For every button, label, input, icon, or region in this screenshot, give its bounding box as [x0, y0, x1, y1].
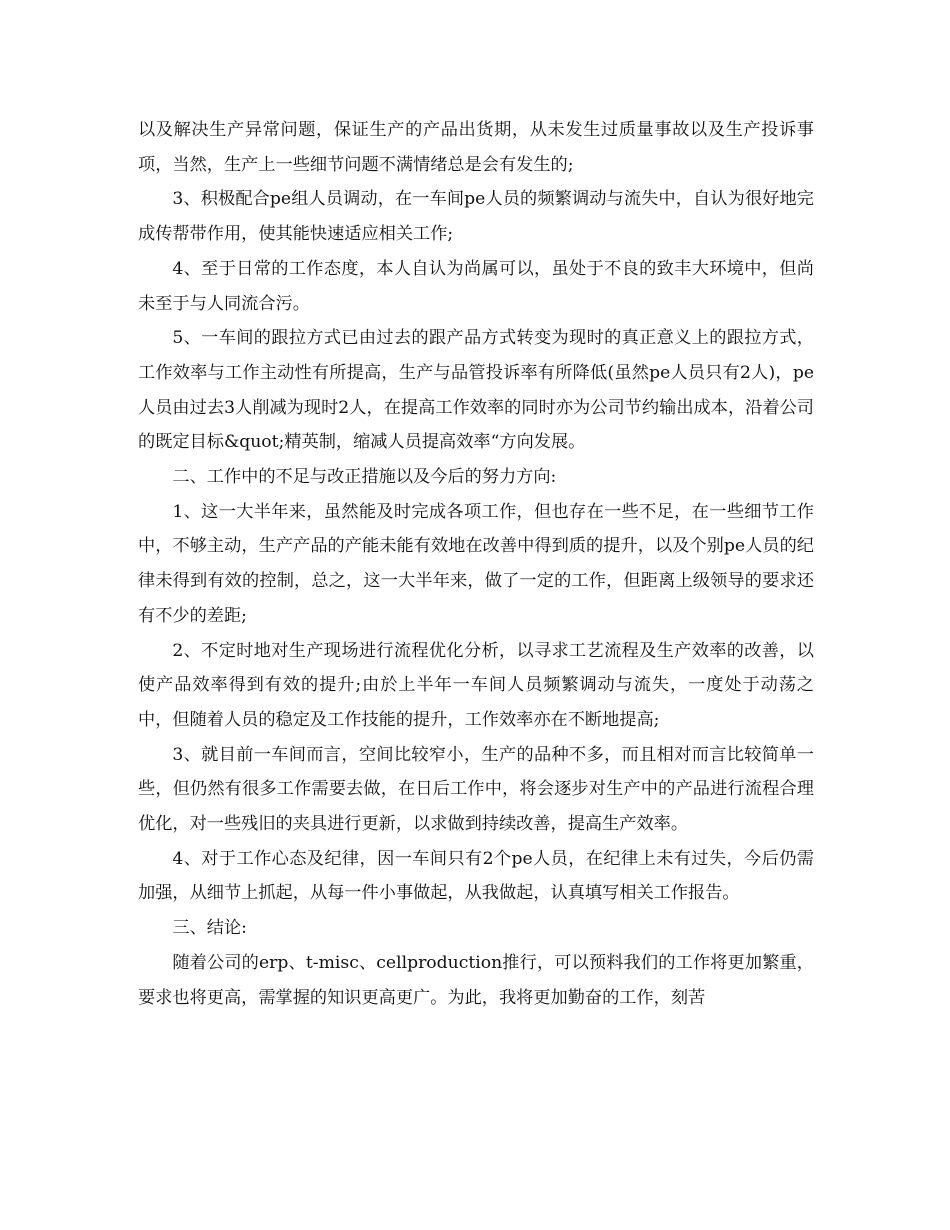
- section-heading-2: 二、工作中的不足与改正措施以及今后的努力方向:: [172, 467, 557, 488]
- paragraph-item-4: 4、至于日常的工作态度，本人自认为尚属可以，虽处于不良的致丰大环境中，但尚未至于与人同流合污。: [138, 258, 814, 314]
- paragraph-shortcoming-2: 2、不定时地对生产现场进行流程优化分析，以寻求工艺流程及生产效率的改善，以使产品效率得到有效的提升;由於上半年一车间人员频繁调动与流失，一度处于动荡之中，但随着人员的稳定及工作技能的提升，工作效率亦在不断地提高;: [138, 640, 814, 730]
- paragraph-shortcoming-1: 1、这一大半年来，虽然能及时完成各项工作，但也存在一些不足，在一些细节工作中，不够主动，生产产品的产能未能有效地在改善中得到质的提升，以及个别pe人员的纪律未得到有效的控制，总之，这一大半年来，做了一定的工作，但距离上级领导的要求还有不少的差距;: [138, 501, 814, 626]
- document-body: [138, 113, 814, 1015]
- section-heading-3: 三、结论:: [172, 918, 247, 939]
- paragraph-conclusion: 随着公司的erp、t-misc、cellproduction推行，可以预料我们的工作将更加繁重，要求也将更高，需掌握的知识更高更广。为此，我将更加勤奋的工作，刻苦: [138, 952, 814, 1008]
- paragraph-item-3: 3、积极配合pe组人员调动，在一车间pe人员的频繁调动与流失中，自认为很好地完成传帮带作用，使其能快速适应相关工作;: [138, 189, 814, 245]
- paragraph-item-5: 5、一车间的跟拉方式已由过去的跟产品方式转变为现时的真正意义上的跟拉方式，工作效率与工作主动性有所提高，生产与品管投诉率有所降低(虽然pe人员只有2人)，pe人员由过去3人削减为现时2人，在提高工作效率的同时亦为公司节约输出成本，沿着公司的既定目标&quot;精英制，缩减人员提高效率“方向发展。: [138, 328, 814, 453]
- paragraph-shortcoming-3: 3、就目前一车间而言，空间比较窄小，生产的品种不多，而且相对而言比较简单一些，但仍然有很多工作需要去做，在日后工作中，将会逐步对生产中的产品进行流程合理优化，对一些残旧的夹具进行更新，以求做到持续改善，提高生产效率。: [138, 744, 814, 835]
- paragraph-shortcoming-4: 4、对于工作心态及纪律，因一车间只有2个pe人员，在纪律上未有过失，今后仍需加强，从细节上抓起，从每一件小事做起，从我做起，认真填写相关工作报告。: [138, 848, 814, 904]
- paragraph-continued: 以及解决生产异常问题，保证生产的产品出货期，从未发生过质量事故以及生产投诉事项，当然，生产上一些细节问题不满情绪总是会有发生的;: [138, 120, 814, 175]
